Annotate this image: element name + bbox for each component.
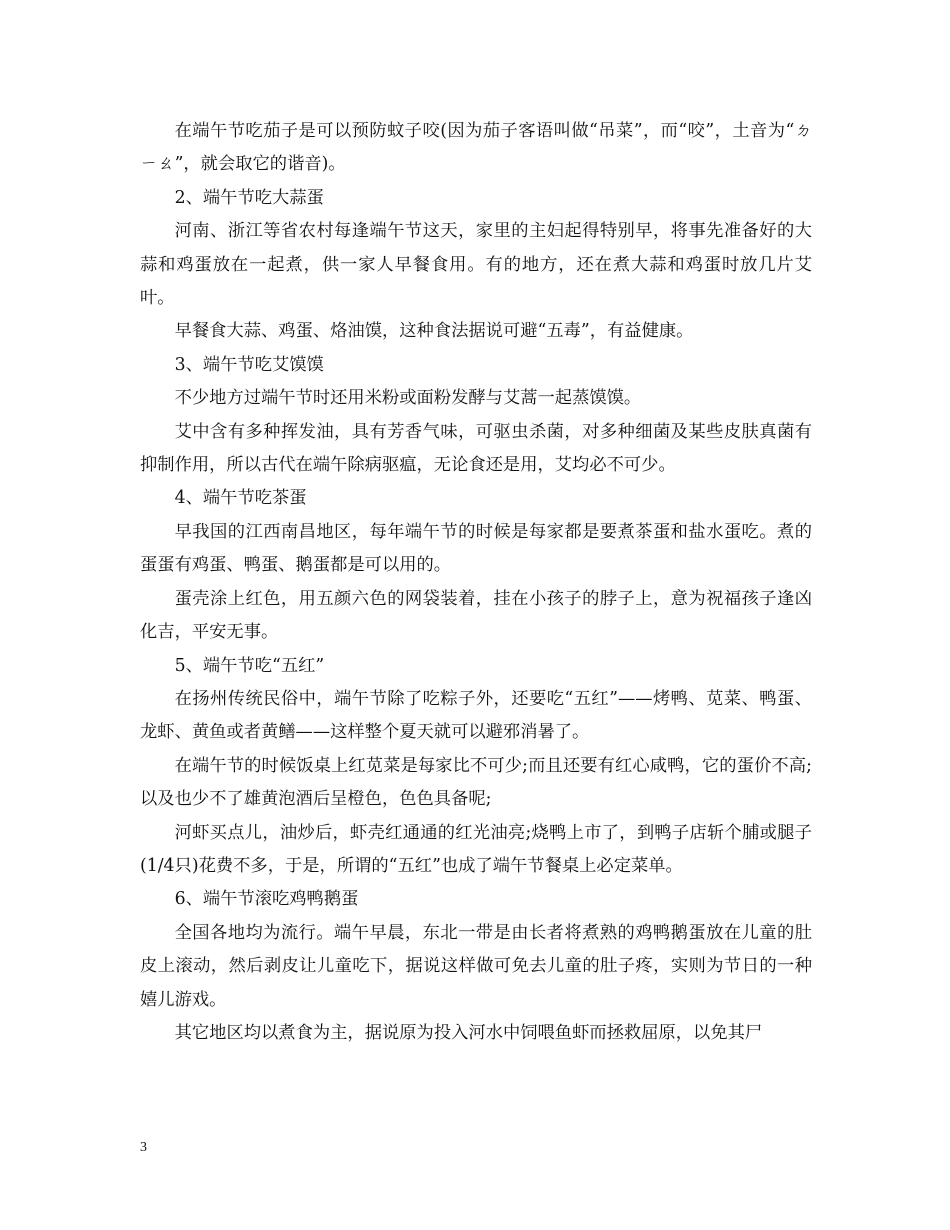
page-number: 3 [140,1140,147,1155]
paragraph-tea-egg-custom: 早我国的江西南昌地区，每年端午节的时候是每家都是要煮茶蛋和盐水蛋吃。煮的蛋蛋有鸡蛋、鸭蛋、鹅蛋都是可以用的。 [140,521,812,576]
paragraph-eggplant: 在端午节吃茄子是可以预防蚊子咬(因为茄子客语叫做“吊菜”，而“咬”，土音为“ㄉㄧㄠ”，就会取它的谐音)。 [140,121,812,175]
paragraph-garlic-egg-benefit: 早餐食大蒜、鸡蛋、烙油馍，这种食法据说可避“五毒”，有益健康。 [174,321,694,342]
heading-rolling-eggs: 6、端午节滚吃鸡鸭鹅蛋 [174,889,359,910]
paragraph-five-red-list: 在扬州传统民俗中，端午节除了吃粽子外，还要吃“五红”——烤鸭、苋菜、鸭蛋、龙虾、黄鱼或者黄鳝——这样整个夏天就可以避邪消暑了。 [140,688,812,743]
heading-tea-egg: 4、端午节吃茶蛋 [174,488,307,509]
heading-ai-bun: 3、端午节吃艾馍馍 [174,354,324,375]
document-body [140,115,812,1050]
paragraph-garlic-egg-custom: 河南、浙江等省农村每逢端午节这天，家里的主妇起得特别早，将事先准备好的大蒜和鸡蛋放在一起煮，供一家人早餐食用。有的地方，还在煮大蒜和鸡蛋时放几片艾叶。 [140,221,812,309]
paragraph-ai-bun-steam: 不少地方过端午节时还用米粉或面粉发酵与艾蒿一起蒸馍馍。 [174,388,642,409]
paragraph-rolling-eggs-custom: 全国各地均为流行。端午早晨，东北一带是由长者将煮熟的鸡鸭鹅蛋放在儿童的肚皮上滚动，然后剥皮让儿童吃下，据说这样做可免去儿童的肚子疼，实则为节日的一种嬉儿游戏。 [140,922,812,1010]
heading-garlic-egg: 2、端午节吃大蒜蛋 [174,187,324,208]
paragraph-tea-egg-red-shell: 蛋壳涂上红色，用五颜六色的网袋装着，挂在小孩子的脖子上，意为祝福孩子逢凶化吉，平安无事。 [140,588,812,643]
paragraph-five-red-shrimp: 河虾买点儿，油炒后，虾壳红通通的红光油亮;烧鸭上市了，到鸭子店斩个脯或腿子(1/4只)花费不多，于是，所谓的“五红”也成了端午节餐桌上必定菜单。 [140,822,812,876]
paragraph-rolling-eggs-other: 其它地区均以煮食为主，据说原为投入河水中饲喂鱼虾而拯救屈原，以免其尸 [174,1022,763,1043]
paragraph-five-red-amaranth: 在端午节的时候饭桌上红苋菜是每家比不可少;而且还要有红心咸鸭，它的蛋价不高;以及也少不了雄黄泡酒后呈橙色，色色具备呢; [140,755,812,810]
paragraph-ai-bun-benefit: 艾中含有多种挥发油，具有芳香气味，可驱虫杀菌，对多种细菌及某些皮肤真菌有抑制作用，所以古代在端午除病驱瘟，无论食还是用，艾均必不可少。 [140,421,812,476]
heading-five-red: 5、端午节吃“五红” [174,655,325,676]
